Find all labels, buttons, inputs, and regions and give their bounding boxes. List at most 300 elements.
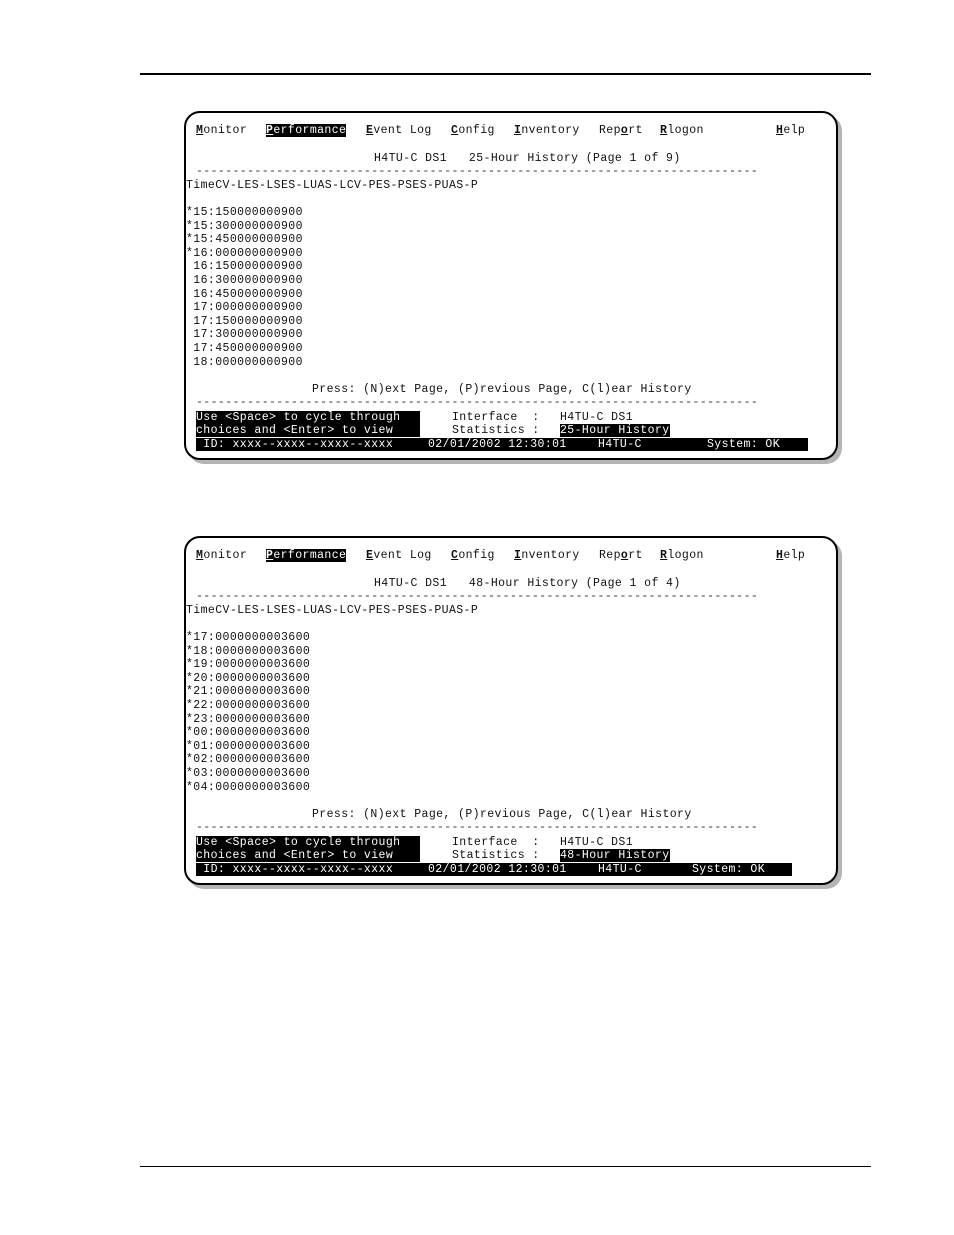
value-cell: 0 xyxy=(251,685,260,699)
value-cell: 0 xyxy=(273,780,281,794)
value-cell: 0 xyxy=(266,314,274,328)
value-cell: 0 xyxy=(244,246,252,260)
menu-item-text: onitor xyxy=(203,124,248,137)
terminal-screen-48-hour xyxy=(184,536,838,885)
menu-item-event-log[interactable] xyxy=(366,549,432,562)
value-cell: 0 xyxy=(251,644,260,658)
value-cell: 0 xyxy=(237,644,245,658)
column-header-cv-p: CV-P xyxy=(346,604,376,617)
value-cell: 0 xyxy=(273,287,281,301)
menu-hotkey: R xyxy=(660,549,668,562)
value-cell: 0 xyxy=(266,726,274,740)
value-cell: 0 xyxy=(259,342,267,355)
menu-item-text: nventory xyxy=(521,124,580,137)
value-cell: 0 xyxy=(266,219,274,233)
value-cell: 3600 xyxy=(281,644,311,658)
value-cell: 3600 xyxy=(281,780,311,794)
table-row xyxy=(186,631,310,644)
value-cell: 0 xyxy=(251,355,260,369)
value-cell: 0 xyxy=(229,685,238,699)
value-cell: 0 xyxy=(237,301,245,315)
value-cell: 0 xyxy=(237,246,245,260)
time-cell: *17:00 xyxy=(186,631,230,644)
menu-item-text: vent Log xyxy=(373,549,432,562)
value-cell: 0 xyxy=(237,780,245,794)
menu-item-report[interactable] xyxy=(599,124,643,137)
value-cell: 0 xyxy=(229,314,238,328)
time-cell: *00:00 xyxy=(186,726,230,740)
value-cell: 0 xyxy=(273,753,281,767)
value-cell: 0 xyxy=(273,631,281,644)
value-cell: 0 xyxy=(251,712,260,726)
value-cell: 0 xyxy=(244,314,252,328)
value-cell: 0 xyxy=(244,219,252,233)
column-header-time: Time xyxy=(186,604,216,617)
menu-item-text: onfig xyxy=(458,549,495,562)
interface-label: Interface : xyxy=(452,836,540,849)
value-cell: 0 xyxy=(244,780,252,794)
menu-item-text: rt xyxy=(628,549,643,562)
value-cell: 0 xyxy=(273,644,281,658)
help-text-line-1: Use <Space> to cycle through xyxy=(196,836,420,849)
column-header-cv-l: CV-L xyxy=(215,179,245,192)
value-cell: 0 xyxy=(266,206,274,219)
menu-item-rlogon[interactable] xyxy=(660,124,704,137)
value-cell: 3600 xyxy=(281,726,311,740)
value-cell: 900 xyxy=(281,206,303,219)
value-cell: 0 xyxy=(259,631,267,644)
time-cell: 16:30 xyxy=(186,274,230,287)
value-cell: 0 xyxy=(259,780,267,794)
press-instructions: Press: (N)ext Page, (P)revious Page, C(l)ear History xyxy=(312,383,692,396)
table-row xyxy=(186,274,303,287)
value-cell: 0 xyxy=(266,712,274,726)
menu-hotkey: C xyxy=(451,549,459,562)
column-header-cv-p: CV-P xyxy=(346,179,376,192)
value-cell: 0 xyxy=(266,246,274,260)
status-datetime: 02/01/2002 12:30:01 xyxy=(428,438,567,451)
separator-line: ----------------------------------------------------------------------------- xyxy=(196,396,759,409)
value-cell: 0 xyxy=(259,767,267,780)
value-cell: 0 xyxy=(251,301,260,315)
menu-item-monitor[interactable] xyxy=(196,549,247,562)
menu-item-text: erformance xyxy=(273,124,347,137)
value-cell: 0 xyxy=(266,233,274,247)
value-cell: 900 xyxy=(281,301,303,315)
column-header-es-l: ES-L xyxy=(244,179,274,192)
value-cell: 0 xyxy=(244,328,252,342)
statistics-select[interactable]: 48-Hour History xyxy=(560,849,670,862)
value-cell: 0 xyxy=(259,219,267,233)
value-cell: 0 xyxy=(251,328,260,342)
time-cell: 18:00 xyxy=(186,355,230,369)
value-cell: 0 xyxy=(266,301,274,315)
menu-item-text: erformance xyxy=(273,549,347,562)
table-row xyxy=(186,220,303,233)
value-cell: 0 xyxy=(273,301,281,315)
value-cell: 0 xyxy=(244,301,252,315)
menu-hotkey: P xyxy=(266,124,274,137)
status-id: ID: xxxx--xxxx--xxxx--xxxx xyxy=(196,438,394,451)
statistics-label: Statistics : xyxy=(452,424,540,437)
column-headers xyxy=(186,604,478,617)
page-top-rule xyxy=(140,73,871,75)
menu-hotkey: I xyxy=(514,549,522,562)
value-cell: 0 xyxy=(273,328,281,342)
value-cell: 0 xyxy=(229,753,238,767)
status-system: System: OK xyxy=(692,863,766,876)
menu-hotkey: R xyxy=(660,124,668,137)
value-cell: 0 xyxy=(229,287,238,301)
time-cell: *22:00 xyxy=(186,699,230,712)
value-cell: 3600 xyxy=(281,699,311,712)
value-cell: 0 xyxy=(259,644,267,658)
menu-item-report[interactable] xyxy=(599,549,643,562)
time-cell: 17:15 xyxy=(186,314,230,328)
column-header-time: Time xyxy=(186,179,216,192)
value-cell: 0 xyxy=(244,233,252,247)
value-cell: 0 xyxy=(237,726,245,740)
value-cell: 3600 xyxy=(281,631,311,644)
time-cell: 17:30 xyxy=(186,328,230,342)
help-text-line-1: Use <Space> to cycle through xyxy=(196,411,420,424)
menu-item-text: logon xyxy=(667,549,704,562)
menu-hotkey: o xyxy=(620,549,629,562)
table-row xyxy=(186,645,310,658)
column-header-ses-p: SES-P xyxy=(405,179,442,192)
value-cell: 0 xyxy=(244,739,252,753)
value-cell: 0 xyxy=(251,260,260,274)
value-cell: 0 xyxy=(229,699,238,712)
column-header-uas-l: UAS-L xyxy=(310,179,347,192)
value-cell: 0 xyxy=(244,287,252,301)
value-cell: 0 xyxy=(259,685,267,699)
value-cell: 0 xyxy=(229,739,238,753)
value-cell: 0 xyxy=(273,685,281,699)
value-cell: 0 xyxy=(237,233,245,247)
menu-item-inventory[interactable] xyxy=(514,124,580,137)
value-cell: 0 xyxy=(244,753,252,767)
value-cell: 0 xyxy=(259,314,267,328)
value-cell: 900 xyxy=(281,246,303,260)
table-row xyxy=(186,315,303,328)
value-cell: 0 xyxy=(251,342,260,355)
menu-hotkey: H xyxy=(776,549,784,562)
column-header-es-l: ES-L xyxy=(244,604,274,617)
table-row xyxy=(186,672,310,685)
value-cell: 0 xyxy=(251,739,260,753)
value-cell: 0 xyxy=(251,780,260,794)
table-row xyxy=(186,767,310,780)
menu-item-text: vent Log xyxy=(373,124,432,137)
table-row xyxy=(186,658,310,671)
value-cell: 0 xyxy=(266,780,274,794)
value-cell: 0 xyxy=(273,726,281,740)
value-cell: 3600 xyxy=(281,671,311,685)
value-cell: 0 xyxy=(237,658,245,672)
column-header-ses-l: SES-L xyxy=(273,179,311,192)
value-cell: 0 xyxy=(237,631,245,644)
value-cell: 0 xyxy=(244,342,252,355)
menu-hotkey: M xyxy=(196,549,204,562)
menu-item-performance[interactable] xyxy=(266,549,346,562)
menu-item-event-log[interactable] xyxy=(366,124,432,137)
column-header-ses-l: SES-L xyxy=(273,604,311,617)
value-cell: 0 xyxy=(266,274,274,287)
value-cell: 0 xyxy=(251,631,260,644)
value-cell: 0 xyxy=(237,685,245,699)
value-cell: 0 xyxy=(244,355,252,369)
value-cell: 0 xyxy=(229,780,238,794)
value-cell: 0 xyxy=(237,260,245,274)
value-cell: 0 xyxy=(244,699,252,712)
value-cell: 0 xyxy=(259,658,267,672)
value-cell: 0 xyxy=(259,739,267,753)
value-cell: 0 xyxy=(266,753,274,767)
value-cell: 0 xyxy=(273,260,281,274)
value-cell: 3600 xyxy=(281,753,311,767)
time-cell: *21:00 xyxy=(186,685,230,699)
table-row xyxy=(186,699,310,712)
value-cell: 0 xyxy=(237,767,245,780)
help-text-line-2: choices and <Enter> to view xyxy=(196,424,420,437)
menu-item-text: onfig xyxy=(458,124,495,137)
value-cell: 0 xyxy=(237,274,245,287)
value-cell: 0 xyxy=(244,260,252,274)
value-cell: 0 xyxy=(244,712,252,726)
help-text-line-2: choices and <Enter> to view xyxy=(196,849,420,862)
value-cell: 0 xyxy=(229,767,238,780)
value-cell: 0 xyxy=(259,671,267,685)
menu-item-text: nventory xyxy=(521,549,580,562)
statistics-label: Statistics : xyxy=(452,849,540,862)
time-cell: *15:45 xyxy=(186,233,230,247)
column-header-cv-l: CV-L xyxy=(215,604,245,617)
menu-item-text: Rep xyxy=(599,549,621,562)
value-cell: 0 xyxy=(251,671,260,685)
table-row xyxy=(186,740,310,753)
menu-hotkey: H xyxy=(776,124,784,137)
value-cell: 0 xyxy=(251,767,260,780)
value-cell: 0 xyxy=(237,314,245,328)
menu-item-text: rt xyxy=(628,124,643,137)
value-cell: 0 xyxy=(244,671,252,685)
menu-item-performance[interactable] xyxy=(266,124,346,137)
status-device: H4TU-C xyxy=(598,438,642,451)
value-cell: 0 xyxy=(259,355,267,369)
value-cell: 0 xyxy=(266,328,274,342)
value-cell: 0 xyxy=(251,206,260,219)
value-cell: 900 xyxy=(281,233,303,247)
value-cell: 0 xyxy=(237,355,245,369)
menu-item-text: onitor xyxy=(203,549,248,562)
time-cell: 16:45 xyxy=(186,287,230,301)
value-cell: 0 xyxy=(273,219,281,233)
value-cell: 0 xyxy=(266,342,274,355)
value-cell: 900 xyxy=(281,314,303,328)
value-cell: 0 xyxy=(229,301,238,315)
value-cell: 0 xyxy=(273,767,281,780)
menu-hotkey: M xyxy=(196,124,204,137)
value-cell: 0 xyxy=(244,206,252,219)
value-cell: 0 xyxy=(266,685,274,699)
menu-item-config[interactable] xyxy=(451,124,495,137)
value-cell: 3600 xyxy=(281,712,311,726)
status-device: H4TU-C xyxy=(598,863,642,876)
screen-title: H4TU-C DS1 25-Hour History (Page 1 of 9) xyxy=(374,152,681,165)
value-cell: 900 xyxy=(281,355,303,369)
value-cell: 3600 xyxy=(281,739,311,753)
value-cell: 0 xyxy=(259,726,267,740)
screen-title: H4TU-C DS1 48-Hour History (Page 1 of 4) xyxy=(374,577,681,590)
value-cell: 0 xyxy=(251,287,260,301)
table-row xyxy=(186,342,303,355)
separator-line: ----------------------------------------------------------------------------- xyxy=(196,165,759,178)
value-cell: 900 xyxy=(281,219,303,233)
value-cell: 0 xyxy=(229,246,238,260)
time-cell: 17:00 xyxy=(186,301,230,315)
menu-item-monitor[interactable] xyxy=(196,124,247,137)
value-cell: 0 xyxy=(251,274,260,287)
separator-line: ----------------------------------------------------------------------------- xyxy=(196,821,759,834)
value-cell: 0 xyxy=(259,301,267,315)
table-row xyxy=(186,356,303,369)
menu-hotkey: P xyxy=(266,549,274,562)
table-row xyxy=(186,233,303,246)
menu-item-text: logon xyxy=(667,124,704,137)
table-row xyxy=(186,713,310,726)
status-system: System: OK xyxy=(707,438,781,451)
menu-item-inventory[interactable] xyxy=(514,549,580,562)
value-cell: 0 xyxy=(266,699,274,712)
value-cell: 0 xyxy=(273,739,281,753)
value-cell: 0 xyxy=(244,767,252,780)
time-cell: 17:45 xyxy=(186,342,230,355)
value-cell: 0 xyxy=(266,658,274,672)
value-cell: 0 xyxy=(259,274,267,287)
value-cell: 0 xyxy=(229,671,238,685)
column-header-uas-p: UAS-P xyxy=(441,179,479,192)
time-cell: *03:00 xyxy=(186,767,230,780)
status-datetime: 02/01/2002 12:30:01 xyxy=(428,863,567,876)
table-row xyxy=(186,726,310,739)
status-bar xyxy=(196,438,808,451)
value-cell: 0 xyxy=(229,233,238,247)
value-cell: 0 xyxy=(229,355,238,369)
menu-item-config[interactable] xyxy=(451,549,495,562)
menu-hotkey: C xyxy=(451,124,459,137)
value-cell: 0 xyxy=(273,671,281,685)
interface-value: H4TU-C DS1 xyxy=(560,836,634,849)
column-header-uas-l: UAS-L xyxy=(310,604,347,617)
menu-item-help[interactable] xyxy=(776,549,805,562)
value-cell: 0 xyxy=(229,726,238,740)
value-cell: 900 xyxy=(281,274,303,287)
value-cell: 0 xyxy=(237,739,245,753)
separator-line: ----------------------------------------------------------------------------- xyxy=(196,590,759,603)
value-cell: 0 xyxy=(259,287,267,301)
value-cell: 0 xyxy=(237,699,245,712)
value-cell: 0 xyxy=(229,712,238,726)
time-cell: *01:00 xyxy=(186,739,230,753)
value-cell: 0 xyxy=(251,233,260,247)
time-cell: *16:00 xyxy=(186,246,230,260)
time-cell: *02:00 xyxy=(186,753,230,767)
value-cell: 0 xyxy=(229,631,238,644)
value-cell: 0 xyxy=(266,355,274,369)
value-cell: 0 xyxy=(259,699,267,712)
value-cell: 0 xyxy=(266,631,274,644)
value-cell: 0 xyxy=(266,287,274,301)
value-cell: 0 xyxy=(259,328,267,342)
menu-item-text: elp xyxy=(783,549,806,562)
status-bar xyxy=(196,863,792,876)
menu-item-help[interactable] xyxy=(776,124,805,137)
value-cell: 0 xyxy=(266,260,274,274)
value-cell: 0 xyxy=(244,644,252,658)
value-cell: 0 xyxy=(244,658,252,672)
value-cell: 0 xyxy=(251,726,260,740)
press-instructions: Press: (N)ext Page, (P)revious Page, C(l)ear History xyxy=(312,808,692,821)
table-row xyxy=(186,753,310,766)
value-cell: 0 xyxy=(229,342,238,355)
value-cell: 0 xyxy=(229,274,238,287)
value-cell: 0 xyxy=(266,671,274,685)
value-cell: 3600 xyxy=(281,767,311,780)
value-cell: 900 xyxy=(281,287,303,301)
value-cell: 0 xyxy=(273,246,281,260)
value-cell: 0 xyxy=(237,753,245,767)
column-header-es-p: ES-P xyxy=(375,179,406,192)
value-cell: 0 xyxy=(237,328,245,342)
value-cell: 0 xyxy=(251,246,260,260)
table-row xyxy=(186,685,310,698)
value-cell: 0 xyxy=(251,314,260,328)
value-cell: 0 xyxy=(229,219,238,233)
value-cell: 900 xyxy=(281,328,303,342)
table-row xyxy=(186,206,303,219)
time-cell: 16:15 xyxy=(186,260,230,274)
value-cell: 0 xyxy=(251,658,260,672)
value-cell: 3600 xyxy=(281,658,311,672)
time-cell: *20:00 xyxy=(186,671,230,685)
value-cell: 0 xyxy=(237,206,245,219)
value-cell: 0 xyxy=(237,219,245,233)
value-cell: 0 xyxy=(273,206,281,219)
value-cell: 0 xyxy=(266,644,274,658)
menu-item-rlogon[interactable] xyxy=(660,549,704,562)
time-cell: *04:00 xyxy=(186,780,230,794)
table-row xyxy=(186,328,303,341)
menu-hotkey: I xyxy=(514,124,522,137)
value-cell: 0 xyxy=(237,712,245,726)
value-cell: 0 xyxy=(229,644,238,658)
value-cell: 900 xyxy=(281,260,303,274)
menu-hotkey: E xyxy=(366,549,374,562)
terminal-screen-25-hour xyxy=(184,111,838,460)
value-cell: 0 xyxy=(273,712,281,726)
table-row xyxy=(186,301,303,314)
value-cell: 0 xyxy=(273,233,281,247)
time-cell: *19:00 xyxy=(186,658,230,672)
value-cell: 0 xyxy=(251,753,260,767)
value-cell: 0 xyxy=(237,287,245,301)
menu-item-text: elp xyxy=(783,124,806,137)
value-cell: 0 xyxy=(237,671,245,685)
value-cell: 0 xyxy=(273,314,281,328)
column-header-es-p: ES-P xyxy=(375,604,406,617)
statistics-select[interactable]: 25-Hour History xyxy=(560,424,670,437)
